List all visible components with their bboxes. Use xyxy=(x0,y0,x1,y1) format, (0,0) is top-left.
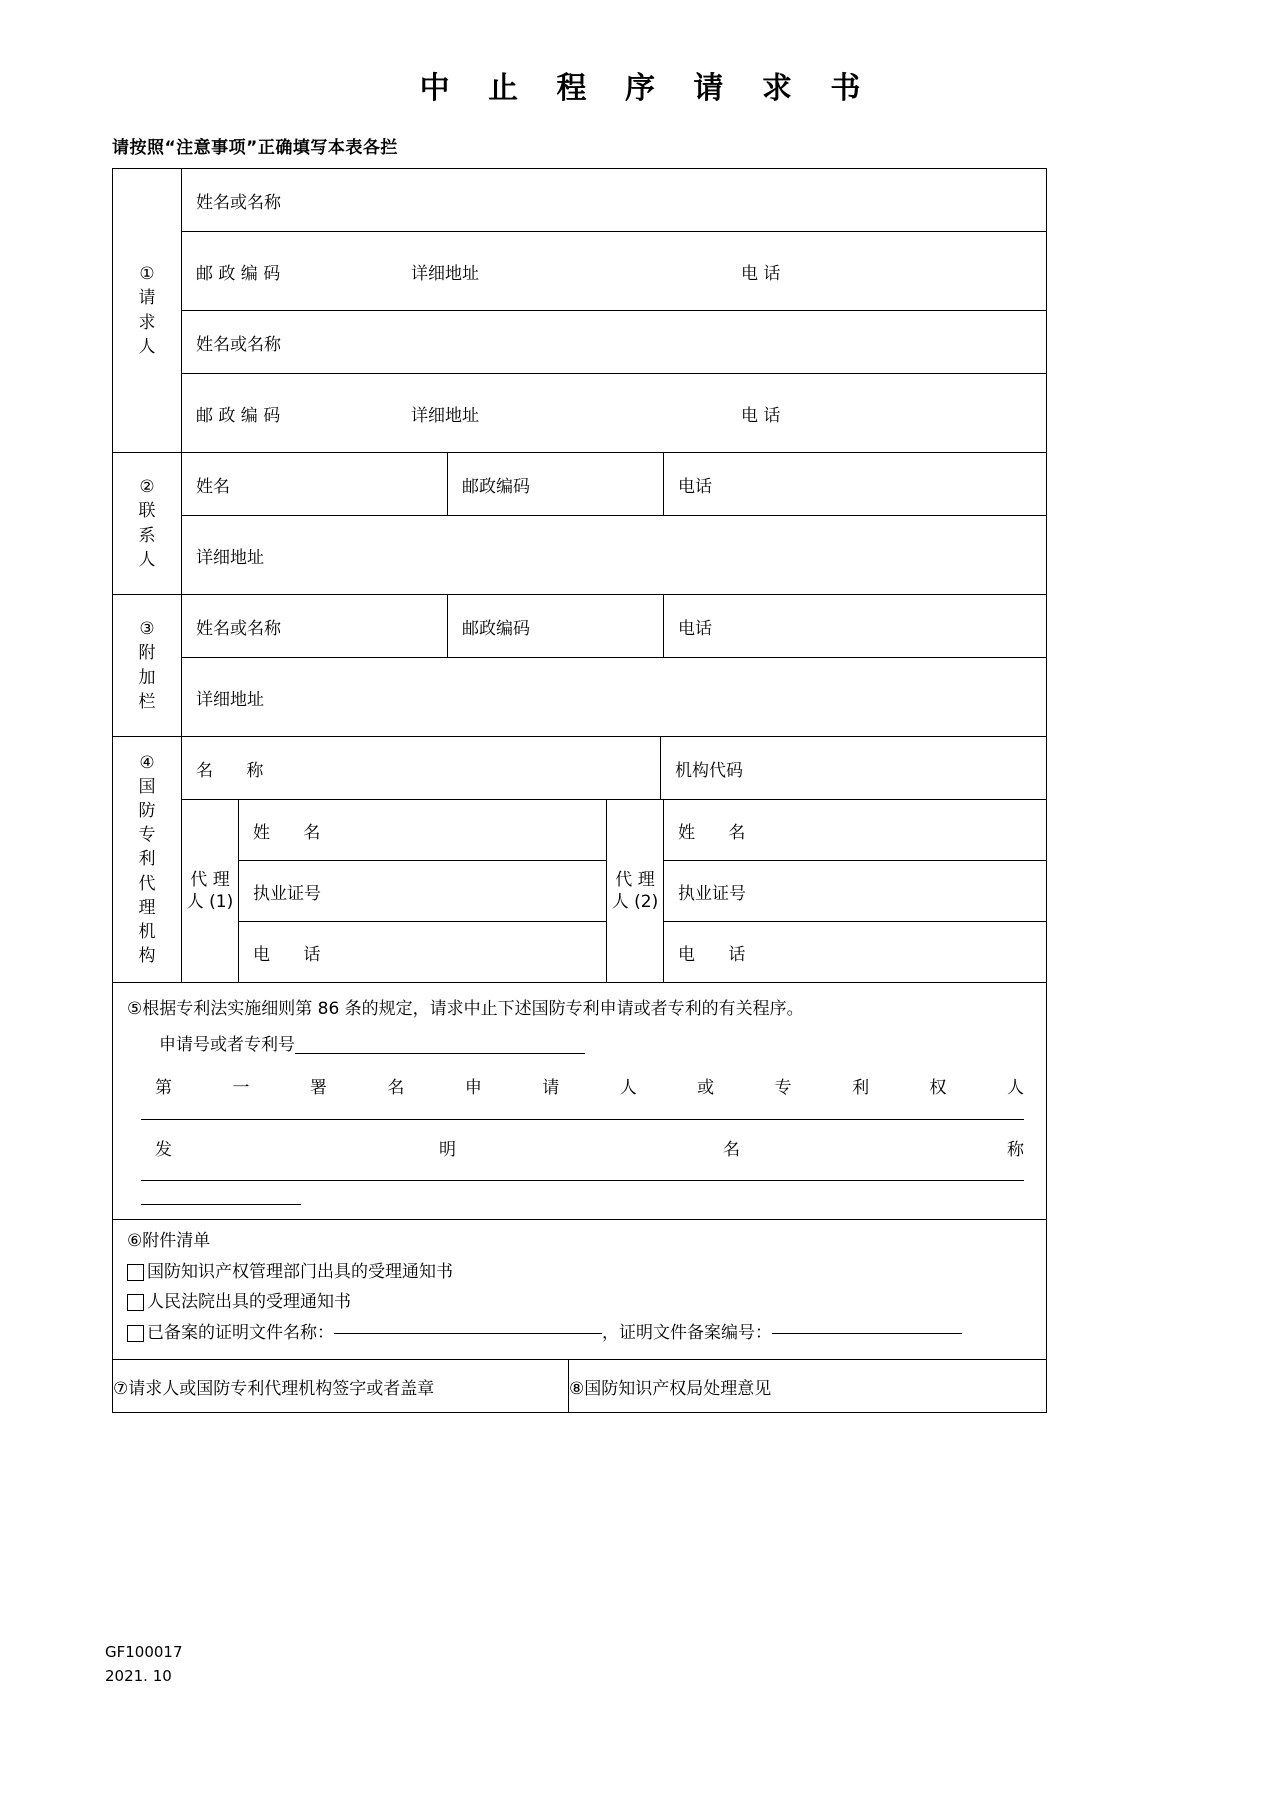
additional-address-row xyxy=(182,658,1046,737)
applicant-2-address-cell[interactable] xyxy=(182,374,1046,453)
additional-phone-cell[interactable] xyxy=(664,595,1047,658)
first-applicant-char-2: 署 xyxy=(309,1078,327,1098)
contact-address-cell[interactable] xyxy=(182,516,1046,595)
first-applicant-char-0: 第 xyxy=(155,1078,172,1098)
agency-name-cell[interactable] xyxy=(182,737,661,800)
attachment-item-filed-doc[interactable] xyxy=(127,1320,1032,1348)
applicant-2-name-label: 姓名或名称 xyxy=(196,334,281,355)
agent-1-phone-cell[interactable] xyxy=(239,922,607,983)
agency-code-cell[interactable] xyxy=(661,737,1047,800)
agency-code-label: 机构代码 xyxy=(675,760,743,781)
section-3-label-char-0: 附 xyxy=(138,643,156,664)
agent-1-label-char-0: 代 xyxy=(190,869,208,890)
form-date: 2021. 10 xyxy=(105,1667,172,1685)
additional-postcode-label: 邮政编码 xyxy=(462,618,530,639)
agent-1-name-label: 姓 名 xyxy=(253,822,335,843)
applicant-2-phone-label: 电 话 xyxy=(741,405,781,426)
form-code: GF100017 xyxy=(105,1643,183,1661)
applicant-1-name-cell[interactable] xyxy=(182,169,1046,232)
section-5-statement: ⑤根据专利法实施细则第 86 条的规定，请求中止下述国防专利申请或者专利的有关程序。 xyxy=(127,999,804,1019)
invention-name-char-1: 明 xyxy=(439,1139,456,1160)
section-4-label-char-3: 利 xyxy=(138,849,156,870)
application-number-line[interactable] xyxy=(159,1033,1032,1059)
additional-address-cell[interactable] xyxy=(182,658,1046,737)
additional-name-cell[interactable] xyxy=(182,595,448,658)
form-container xyxy=(112,168,1047,1413)
contact-phone-label: 电话 xyxy=(678,476,712,497)
section-4-label-char-0: 国 xyxy=(138,777,156,798)
agent-2-license-cell[interactable] xyxy=(664,861,1047,922)
agent-2-phone-label: 电 话 xyxy=(678,944,760,965)
checkbox-icon[interactable] xyxy=(127,1294,144,1311)
contact-postcode-cell[interactable] xyxy=(448,453,664,516)
contact-address-row xyxy=(182,516,1046,595)
section-3-body xyxy=(182,595,1047,737)
first-applicant-char-6: 人 xyxy=(619,1078,637,1098)
first-applicant-label-row xyxy=(127,1076,1032,1102)
section-4-label xyxy=(113,737,182,983)
agent-2-label-char-0: 代 xyxy=(615,869,633,890)
agent-2-label-char-1: 理 xyxy=(637,869,655,890)
section-78-cell xyxy=(113,1360,1047,1413)
section-3-marker: ③ xyxy=(139,619,155,640)
applicant-2-name-row xyxy=(182,311,1046,374)
section-3-label xyxy=(113,595,182,737)
section-2-label-char-2: 人 xyxy=(138,549,156,570)
section-2-label xyxy=(113,453,182,595)
agent-2-name-label: 姓 名 xyxy=(678,822,760,843)
section-8-cell[interactable] xyxy=(569,1360,1047,1412)
section-4-label-char-6: 机 xyxy=(138,921,156,942)
section-6-cell xyxy=(113,1220,1047,1360)
section-1-marker: ① xyxy=(139,264,155,285)
section-5-body xyxy=(113,983,1046,1219)
additional-phone-label: 电话 xyxy=(678,618,712,639)
section-1-label-char-2: 人 xyxy=(138,336,156,357)
filed-doc-name-label: 已备案的证明文件名称： xyxy=(147,1322,334,1343)
contact-name-label: 姓名 xyxy=(196,476,230,497)
first-applicant-char-7: 或 xyxy=(697,1078,715,1098)
applicant-1-address-layout xyxy=(182,259,1046,284)
section-3-label-char-2: 栏 xyxy=(138,691,156,712)
page-subtitle: 请按照“注意事项”正确填写本表各拦 xyxy=(112,138,398,158)
applicant-2-name-cell[interactable] xyxy=(182,311,1046,374)
agent-1-license-label: 执业证号 xyxy=(253,883,321,904)
agent-2-license-label: 执业证号 xyxy=(678,883,746,904)
contact-name-cell[interactable] xyxy=(182,453,448,516)
section-78-row xyxy=(113,1360,1047,1413)
agent-1-label-char-1: 理 xyxy=(212,869,230,890)
section-1-row xyxy=(113,169,1047,453)
invention-name-underline-1[interactable] xyxy=(141,1179,1024,1181)
patent-suspension-form xyxy=(112,168,1047,1413)
agent-2-index: (2) xyxy=(634,892,659,912)
contact-table xyxy=(182,453,1046,594)
applicant-2-postcode-label: 邮 政 编 码 xyxy=(196,405,281,426)
applicant-1-phone-label: 电 话 xyxy=(741,263,781,284)
section-6-row xyxy=(113,1220,1047,1360)
invention-name-char-3: 称 xyxy=(1007,1139,1024,1160)
section-2-body xyxy=(182,453,1047,595)
first-applicant-char-1: 一 xyxy=(232,1078,250,1098)
section-4-label-char-7: 构 xyxy=(138,945,156,966)
attachment-item-1-label: 人民法院出具的受理通知书 xyxy=(147,1292,351,1313)
applicant-1-address-row xyxy=(182,232,1046,311)
section-4-row xyxy=(113,737,1047,983)
section-4-body xyxy=(182,737,1047,983)
attachment-item-0[interactable] xyxy=(127,1259,1032,1287)
first-applicant-char-3: 名 xyxy=(387,1078,405,1098)
attachment-item-0-label: 国防知识产权管理部门出具的受理通知书 xyxy=(147,1261,453,1282)
agent-1-phone-label: 电 话 xyxy=(253,944,335,965)
applicant-1-name-label: 姓名或名称 xyxy=(196,192,281,213)
section-2-label-char-0: 联 xyxy=(138,501,156,522)
additional-postcode-cell[interactable] xyxy=(448,595,664,658)
additional-name-label: 姓名或名称 xyxy=(196,618,281,639)
contact-postcode-label: 邮政编码 xyxy=(462,476,530,497)
section-4-marker: ④ xyxy=(139,752,155,773)
section-6-body xyxy=(113,1220,1046,1359)
section-4-label-char-1: 防 xyxy=(138,801,156,822)
agency-name-row xyxy=(182,737,1046,800)
contact-address-label: 详细地址 xyxy=(196,547,264,568)
section-4-label-char-5: 理 xyxy=(138,897,156,918)
section-78-layout xyxy=(113,1360,1046,1412)
filed-doc-name-underline[interactable] xyxy=(334,1332,602,1334)
section-2-row xyxy=(113,453,1047,595)
section-1-label-char-0: 请 xyxy=(138,288,156,309)
section-7-cell[interactable] xyxy=(113,1360,569,1412)
form-footer xyxy=(105,1640,183,1688)
section-8-title: ⑧国防知识产权局处理意见 xyxy=(569,1378,772,1399)
checkbox-icon[interactable] xyxy=(127,1264,144,1281)
section-2-label-char-1: 系 xyxy=(138,525,156,546)
applicant-2-address-row xyxy=(182,374,1046,453)
page-title: 中 止 程 序 请 求 书 xyxy=(419,71,875,106)
first-applicant-char-4: 申 xyxy=(464,1078,482,1098)
application-number-label: 申请号或者专利号 xyxy=(159,1034,295,1055)
filed-doc-number-underline[interactable] xyxy=(772,1332,962,1334)
first-applicant-char-9: 利 xyxy=(852,1078,870,1098)
contact-info-row xyxy=(182,453,1046,516)
section-7-title: ⑦请求人或国防专利代理机构签字或者盖章 xyxy=(113,1378,435,1399)
agent-2-label-char-2: 人 xyxy=(611,892,629,912)
applicant-1-postcode-label: 邮 政 编 码 xyxy=(196,263,281,284)
section-3-label-char-1: 加 xyxy=(138,667,156,688)
contact-phone-cell[interactable] xyxy=(664,453,1047,516)
first-applicant-char-8: 专 xyxy=(774,1078,792,1098)
section-3-row xyxy=(113,595,1047,737)
agents-row xyxy=(182,800,1046,983)
agents-cell xyxy=(182,800,1046,983)
first-applicant-char-11: 人 xyxy=(1006,1078,1024,1098)
section-5-cell xyxy=(113,983,1047,1220)
agency-name-label: 名 称 xyxy=(196,760,278,781)
first-applicant-char-5: 请 xyxy=(542,1078,560,1098)
applicant-1-address-cell[interactable] xyxy=(182,232,1046,311)
agent-1-label-char-2: 人 xyxy=(186,892,204,912)
applicant-1-address-label: 详细地址 xyxy=(411,263,479,284)
applicant-1-name-row xyxy=(182,169,1046,232)
first-applicant-underline[interactable] xyxy=(141,1118,1024,1120)
filed-doc-number-label: ，证明文件备案编号： xyxy=(602,1322,772,1343)
section-1-label-char-1: 求 xyxy=(138,312,156,333)
agents-layout xyxy=(182,800,1046,982)
attachment-item-1[interactable] xyxy=(127,1289,1032,1317)
agent-1-license-cell[interactable] xyxy=(239,861,607,922)
agent-1-index: (1) xyxy=(209,892,234,912)
section-1-label xyxy=(113,169,182,453)
section-4-label-char-2: 专 xyxy=(138,825,156,846)
section-1-body xyxy=(182,169,1047,453)
application-number-underline[interactable] xyxy=(295,1052,585,1054)
invention-name-label-row xyxy=(127,1138,1032,1164)
applicant-2-address-layout xyxy=(182,401,1046,426)
section-5-row xyxy=(113,983,1047,1220)
invention-name-underline-2[interactable] xyxy=(141,1203,301,1205)
agent-2-phone-cell[interactable] xyxy=(664,922,1047,983)
checkbox-icon[interactable] xyxy=(127,1325,144,1342)
first-applicant-char-10: 权 xyxy=(929,1078,947,1098)
additional-address-label: 详细地址 xyxy=(196,689,264,710)
applicant-2-address-label: 详细地址 xyxy=(411,405,479,426)
additional-table xyxy=(182,595,1046,736)
invention-name-char-2: 名 xyxy=(723,1139,740,1160)
agent-1-name-cell[interactable] xyxy=(239,800,607,861)
applicant-table xyxy=(182,169,1046,452)
additional-info-row xyxy=(182,595,1046,658)
agent-1-label xyxy=(182,800,239,982)
invention-name-char-0: 发 xyxy=(155,1139,172,1160)
section-6-title: ⑥附件清单 xyxy=(127,1231,211,1251)
agent-2-name-cell[interactable] xyxy=(664,800,1047,861)
agent-2-label xyxy=(607,800,664,982)
section-2-marker: ② xyxy=(139,477,155,498)
section-4-label-char-4: 代 xyxy=(138,873,156,894)
agency-table xyxy=(182,737,1046,982)
